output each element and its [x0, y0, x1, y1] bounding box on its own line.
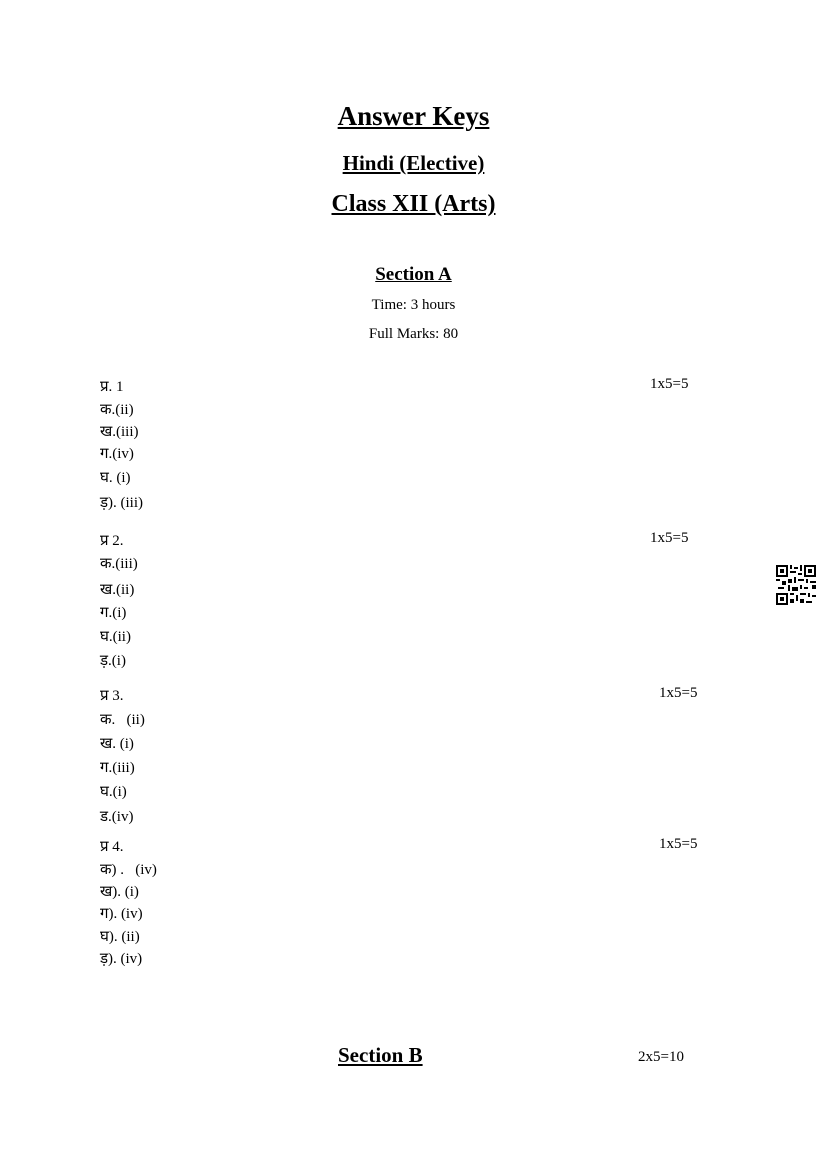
question-label: प्र 4. [100, 839, 124, 855]
answer-item: ग.(iii) [100, 760, 135, 776]
answer-item: ड.(iv) [100, 809, 134, 825]
answer-item: घ.(ii) [100, 629, 131, 645]
page-title: Answer Keys [337, 101, 490, 131]
answer-item: ख). (i) [100, 884, 139, 900]
answer-item: ड़). (iv) [100, 951, 143, 967]
exam-time: Time: 3 hours [371, 297, 456, 313]
answer-item: ख.(ii) [100, 582, 135, 598]
question-marks: 1x5=5 [650, 530, 689, 546]
question-label: प्र 3. [100, 688, 124, 704]
section-b-marks: 2x5=10 [638, 1049, 684, 1065]
answer-item: ख. (i) [100, 736, 134, 752]
full-marks: Full Marks: 80 [368, 326, 459, 342]
section-a-title: Section A [375, 264, 452, 285]
question-label: प्र 2. [100, 533, 124, 549]
answer-item: ग.(iv) [100, 446, 134, 462]
answer-item: ग.(i) [100, 605, 127, 621]
answer-item: घ). (ii) [100, 929, 140, 945]
answer-item: ख.(iii) [100, 424, 139, 440]
answer-item: क.(ii) [100, 402, 134, 418]
class-title: Class XII (Arts) [331, 191, 496, 217]
answer-item: घ. (i) [100, 470, 131, 486]
question-marks: 1x5=5 [659, 836, 698, 852]
subject-title: Hindi (Elective) [342, 151, 485, 175]
section-b-title: Section B [338, 1043, 423, 1067]
answer-item: ड़). (iii) [100, 495, 144, 511]
answer-item: क. (ii) [100, 712, 145, 728]
question-label: प्र. 1 [100, 379, 124, 395]
answer-item: घ.(i) [100, 784, 127, 800]
qr-code-icon [776, 565, 816, 605]
question-marks: 1x5=5 [650, 376, 689, 392]
answer-item: ड़.(i) [100, 653, 126, 669]
answer-item: क) . (iv) [100, 862, 157, 878]
answer-item: ग). (iv) [100, 906, 143, 922]
answer-item: क.(iii) [100, 556, 138, 572]
question-marks: 1x5=5 [659, 685, 698, 701]
